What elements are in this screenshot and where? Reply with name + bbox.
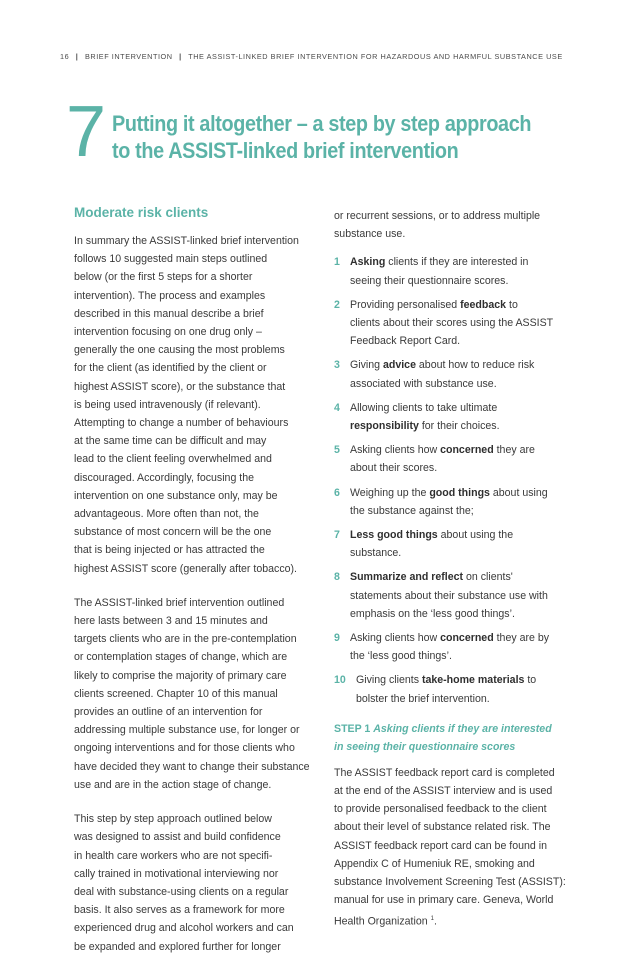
text-line: basis. It also serves as a framework for more [74,904,285,917]
step-number: 2 [334,298,340,311]
step-keyword: responsibility [350,420,419,433]
text-line: below (or the first 5 steps for a shorter [74,271,253,284]
step-number: 3 [334,359,340,372]
text-line: highest ASSIST score (generally after tobacco). [74,562,297,575]
right-column [334,207,578,946]
text-line: lead to the client feeling overwhelmed and [74,453,272,466]
text-line: intervention focusing on one drug only – [74,326,262,339]
step-text-part: associated with substance use. [350,377,497,390]
step-keyword: take-home materials [421,674,525,687]
paragraph [74,810,314,956]
step-text-part: they are by [493,632,550,645]
chapter-title-line: to the ASSIST-linked brief intervention [112,138,459,163]
text-line: advantageous. More often than not, the [74,508,259,521]
step-text [350,568,548,623]
step-keyword: concerned [440,632,494,645]
step-text [350,356,534,392]
step-text-part: Providing personalised [350,298,461,311]
paragraph [334,764,578,930]
step-text-part: on clients' [463,571,513,584]
text-line: cally trained in motivational interviewing nor [74,867,279,880]
step-number: 7 [334,529,340,542]
step-text-part: they are [493,444,535,457]
step1-heading [334,720,578,756]
step-number: 1 [334,256,340,269]
text-line: was designed to assist and build confidence [74,831,281,844]
step-number: 8 [334,571,340,584]
step-item [334,484,578,520]
step-text [356,671,536,707]
text-line: Appendix C of Humeniuk RE, smoking and [334,857,535,870]
step-item [334,441,578,477]
step-text-part: bolster the brief intervention. [356,692,490,705]
text-line: clients screened. Chapter 10 of this manual [74,687,278,700]
step-keyword: good things [429,486,490,499]
paragraph [334,207,578,243]
text-line: that is being injected or has attracted the [74,544,265,557]
section-heading: Moderate risk clients [74,205,209,220]
text-line: is being used intravenously (if relevant). [74,398,261,411]
step-text-part: Asking clients how [350,444,441,457]
text-line: have decided they want to change their substance [74,760,310,773]
text-line: experienced drug and alcohol workers and can [74,922,294,935]
step-text [350,629,549,665]
chapter-title [112,110,532,164]
step-number: 10 [334,674,346,687]
step-item [334,399,578,435]
text-line: substance use. [334,228,406,241]
text-line: highest ASSIST score), or the substance that [74,380,286,393]
step-item [334,629,578,665]
step-text [350,441,535,477]
page-number: 16 [60,52,70,61]
text-line: Health Organization $^1$. [334,915,437,928]
header-separator: | [179,52,182,61]
text-line: use and are in the action stage of change. [74,778,272,791]
step-text-part: Feedback Report Card. [350,335,461,348]
step-text-part: seeing their questionnaire scores. [350,274,509,287]
text-line: targets clients who are in the pre-contemplation [74,633,297,646]
header-subtitle: THE ASSIST-LINKED BRIEF INTERVENTION FOR HAZARDOUS AND HARMFUL SUBSTANCE USE [188,52,563,61]
text-line: follows 10 suggested main steps outlined [74,253,268,266]
paragraph [74,594,314,794]
step-text [350,484,548,520]
step-text-part: Allowing clients to take ultimate [350,401,498,414]
text-line: manual for use in primary care. Geneva, World [334,894,554,907]
step-text-part: clients if they are interested in [385,256,529,269]
text-line: This step by step approach outlined below [74,813,272,826]
step-item [334,253,578,289]
step-text-part: the ‘less good things’. [350,650,452,663]
text-line: ongoing interventions and for those clients who [74,742,295,755]
text-line: substance Involvement Screening Test (ASSIST): [334,876,566,889]
step-number: 9 [334,632,340,645]
step1-title-bold: Asking [373,722,409,735]
step-item [334,671,578,707]
paragraph [74,232,314,578]
step-item [334,296,578,351]
text-line: intervention on one substance only, may be [74,489,278,502]
header-separator: | [75,52,79,61]
text-line: in health care workers who are not specifi- [74,849,273,862]
text-line: The ASSIST feedback report card is completed [334,766,555,779]
step-text-part: clients about their scores using the ASSIST [350,317,554,330]
step-text-part: emphasis on the ‘less good things’. [350,607,515,620]
step1-title-rest: clients if they are interested [408,722,552,735]
text-line: at the end of the ASSIST interview and is used [334,785,553,798]
left-column [74,205,314,972]
text-line: The ASSIST-linked brief intervention outlined [74,596,285,609]
text-line: about their level of substance related risk. The [334,821,551,834]
text-line: provides an outline of an intervention for [74,706,263,719]
step-text [350,253,528,289]
header-section: BRIEF INTERVENTION [84,52,173,61]
text-line: addressing multiple substance use, for longer or [74,724,300,737]
text-line: for the client (as identified by the client or [74,362,267,375]
step-text-part: substance. [350,547,402,560]
text-line: be expanded and explored further for longer [74,940,281,953]
step-number: 6 [334,486,340,499]
chapter-number: 7 [66,92,107,172]
text-line: generally the one causing the most problems [74,344,285,357]
text-line: at the same time can be difficult and may [74,435,267,448]
step-text-part: Giving [350,359,383,372]
step-text-part: Weighing up the [350,486,430,499]
step-keyword: feedback [460,298,507,311]
step-item [334,526,578,562]
step-text-part: for their choices. [418,420,500,433]
step-text-part: about how to reduce risk [415,359,535,372]
step-text-part: statements about their substance use with [350,589,548,602]
step-text [350,526,513,562]
text-line: or contemplation stages of change, which are [74,651,288,664]
step-keyword: concerned [440,444,494,457]
running-header [60,52,618,61]
step-text-part: about using [489,486,548,499]
step-text [350,399,500,435]
step-keyword: Less good things [350,529,438,542]
text-line: substance of most concern will be the one [74,526,272,539]
text-line: intervention). The process and examples [74,289,266,302]
text-line: or recurrent sessions, or to address multiple [334,210,541,222]
step-number: 5 [334,444,340,457]
step-item [334,356,578,392]
step-keyword: advice [382,359,416,372]
step1-title-line2: in seeing their questionnaire scores [334,740,516,753]
text-line: described in this manual describe a brief [74,307,264,320]
step-keyword: Asking [350,256,386,269]
step-number: 4 [334,401,340,414]
sentence-end: . [433,915,437,928]
step-text-part: to [524,674,537,687]
text-line: Attempting to change a number of behaviours [74,417,289,430]
step-text-part: about using the [437,529,514,542]
step-text-part: to [506,298,518,311]
step-text-part: about their scores. [350,462,438,475]
step-text [350,296,553,351]
step1-label: STEP 1 [334,722,371,735]
chapter-title-line: Putting it altogether – a step by step approach [112,111,532,136]
text-line: ASSIST feedback report card can be found in [334,839,547,852]
step-text-part: the substance against the; [350,504,474,517]
text-line: to provide personalised feedback to the client [334,803,547,816]
step-item [334,568,578,623]
text-line: In summary the ASSIST-linked brief intervention [74,235,299,247]
step-keyword: Summarize and reflect [350,571,464,584]
text-line: here lasts between 3 and 15 minutes and [74,615,268,628]
text-line: likely to comprise the majority of primary care [74,669,287,682]
text-line: discouraged. Accordingly, focusing the [74,471,255,484]
step-text-part: Asking clients how [350,632,441,645]
step-text-part: Giving clients [356,674,422,687]
text-line: deal with substance-using clients on a regular [74,885,289,898]
footnote-marker: 1 [430,915,434,922]
steps-list [334,253,578,707]
